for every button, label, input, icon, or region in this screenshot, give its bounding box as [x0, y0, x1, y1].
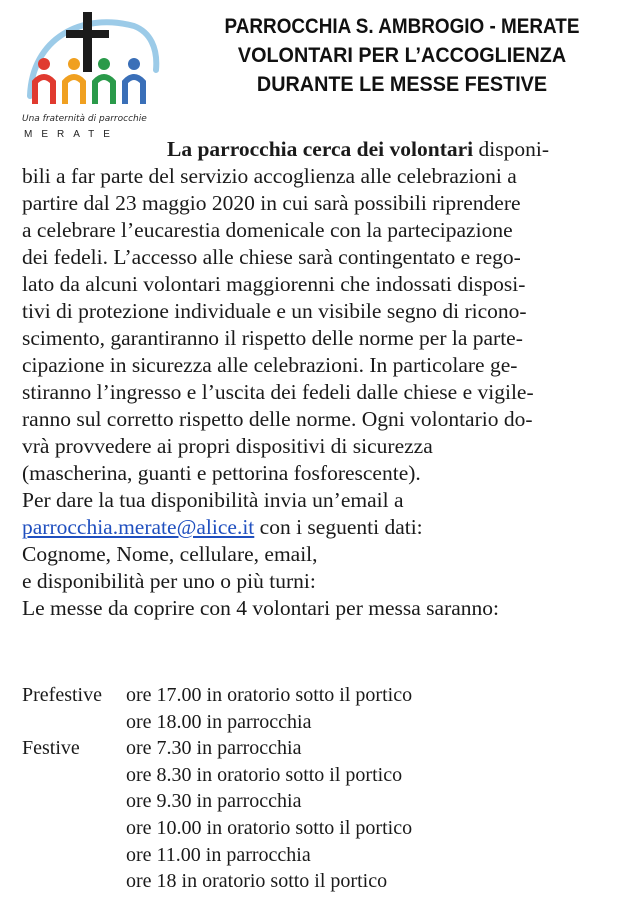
- cross-vertical: [83, 12, 92, 72]
- schedule-row: [22, 815, 618, 842]
- body-line: dei fedeli. L’accesso alle chiese sarà contingentato e rego-: [22, 245, 521, 269]
- schedule-time: ore 9.30 in parrocchia: [126, 790, 302, 813]
- body-line: ranno sul corretto rispetto delle norme. Ogni volontario do-: [22, 407, 533, 431]
- schedule-time: ore 11.00 in parrocchia: [126, 843, 311, 866]
- schedule-label: [22, 762, 126, 789]
- schedule-time: ore 18.00 in parrocchia: [126, 710, 312, 733]
- body-line: partire dal 23 maggio 2020 in cui sarà possibili riprendere: [22, 191, 521, 215]
- body-line: stiranno l’ingresso e l’uscita dei fedeli dalle chiese e vigile-: [22, 380, 534, 404]
- schedule-time: ore 8.30 in oratorio sotto il portico: [126, 763, 403, 786]
- header-subtitle: DURANTE LE MESSE FESTIVE: [256, 72, 548, 96]
- header-parish-name: PARROCCHIA S. AMBROGIO - MERATE: [224, 15, 580, 38]
- schedule-label: [22, 788, 126, 815]
- body-lead-line: [22, 136, 618, 163]
- body-email-line: [22, 514, 618, 541]
- schedule-label: [22, 842, 126, 869]
- logo-town: MERATE: [24, 129, 119, 140]
- schedule-label: [22, 815, 126, 842]
- schedule-time: ore 10.00 in oratorio sotto il portico: [126, 816, 413, 839]
- mass-schedule: [22, 682, 618, 895]
- schedule-time: ore 18 in oratorio sotto il portico: [126, 870, 388, 893]
- page-header: [172, 12, 632, 99]
- body-line: lato da alcuni volontari maggiorenni che indossati disposi-: [22, 272, 526, 296]
- parish-logo: [22, 8, 162, 156]
- body-line: Cognome, Nome, cellulare, email,: [22, 542, 318, 566]
- schedule-time: ore 17.00 in oratorio sotto il portico: [126, 684, 413, 706]
- logo-motto: Una fraternità di parrocchie: [22, 114, 147, 124]
- schedule-label: Prefestive: [22, 684, 102, 706]
- body-line: Per dare la tua disponibilità invia un’email a: [22, 488, 404, 512]
- body-line: tivi di protezione individuale e un visibile segno di ricono-: [22, 299, 527, 323]
- body-line: cipazione in sicurezza alle celebrazioni. In particolare ge-: [22, 353, 518, 377]
- body-lead-rest: disponi-: [473, 137, 549, 161]
- figure-orange: [65, 58, 83, 104]
- email-line-rest: con i seguenti dati:: [254, 515, 423, 539]
- schedule-row: [22, 868, 618, 895]
- body-line: Le messe da coprire con 4 volontari per messa saranno:: [22, 596, 500, 620]
- schedule-row: [22, 762, 618, 789]
- schedule-row: [22, 842, 618, 869]
- body-line: a celebrare l’eucarestia domenicale con la partecipazione: [22, 218, 513, 242]
- schedule-label: [22, 709, 126, 736]
- body-line: e disponibilità per uno o più turni:: [22, 569, 316, 593]
- cross-horizontal: [66, 30, 109, 38]
- figure-blue: [125, 58, 143, 104]
- email-link[interactable]: parrocchia.merate@alice.it: [22, 515, 255, 539]
- body-line: bili a far parte del servizio accoglienza alle celebrazioni a: [22, 164, 517, 188]
- cross-and-people-icon: [22, 8, 162, 116]
- body-line: vrà provvedere ai propri dispositivi di sicurezza: [22, 434, 433, 458]
- body-line: (mascherina, guanti e pettorina fosforescente).: [22, 461, 421, 485]
- schedule-row: [22, 788, 618, 815]
- header-title: VOLONTARI PER L’ACCOGLIENZA: [237, 43, 567, 67]
- schedule-label: [22, 868, 126, 895]
- body-line: scimento, garantiranno il rispetto delle norme per la parte-: [22, 326, 523, 350]
- announcement-body: [22, 136, 618, 622]
- schedule-time: ore 7.30 in parrocchia: [126, 737, 302, 760]
- figure-green: [95, 58, 113, 104]
- schedule-row: [22, 735, 618, 762]
- schedule-row: [22, 682, 618, 709]
- schedule-row: [22, 709, 618, 736]
- schedule-label: Festive: [22, 737, 80, 760]
- body-lead-bold: La parrocchia cerca dei volontari: [167, 137, 474, 161]
